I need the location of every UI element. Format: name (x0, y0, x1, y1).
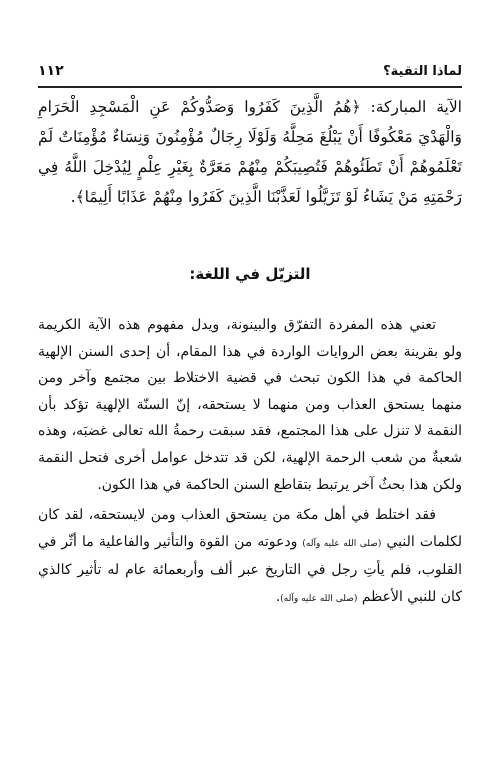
salawat-mark: (صلى الله عليه وآله) (302, 538, 382, 549)
paragraph-2-part-2: ودعوته من القوة والتأثير والفاعلية ما أثّر في القلوب، فلم يأتِ رجل في التاريخ عبر ألف وأربعمائة عام له تأثير كالذي كان للنبي الأعظم (38, 533, 462, 605)
paragraph-2-part-1: فقد اختلط في أهل مكة من يستحق العذاب ومن لايستحقه، لقد كان لكلمات النبي (38, 507, 462, 550)
page-number: ١١٢ (38, 63, 64, 79)
quranic-verse: الآية المباركة: ﴿هُمُ الَّذِينَ كَفَرُوا وَصَدُّوكُمْ عَنِ الْمَسْجِدِ الْحَرَامِ وَالْهَدْيَ مَعْكُوفًا أَنْ يَبْلُغَ مَحِلَّهُ وَلَوْلَا رِجَالٌ مُؤْمِنُونَ وَنِسَاءٌ مُؤْمِنَاتٌ لَمْ تَعْلَمُوهُمْ أَنْ تَطَئُوهُمْ فَتُصِيبَكُمْ مِنْهُمْ مَعَرَّةٌ بِغَيْرِ عِلْمٍ لِيُدْخِلَ اللَّهُ فِي رَحْمَتِهِ مَنْ يَشَاءُ لَوْ تَزَيَّلُوا لَعَذَّبْنَا الَّذِينَ كَفَرُوا مِنْهُمْ عَذَابًا أَلِيمًا﴾. (38, 98, 462, 206)
header-divider (38, 86, 462, 88)
section-heading: التزيّل في اللغة: (189, 265, 311, 283)
body-text (38, 312, 462, 617)
page-header (38, 58, 462, 84)
paragraph-2 (38, 502, 462, 612)
paragraph-1: تعني هذه المفردة التفرّق والبينونة، ويدل مفهوم هذه الآية الكريمة ولو بقرينة بعض الروايات الواردة في هذا المقام، أن إحدى السنن الإلهية الحاكمة في هذا الكون تبحث في قضية الاختلاط بين مجتمع وآخر ومن منهما يستحق العذاب ومن منهما لا يستحقه، إنّ السنّة الإلهية تؤكد بأن النقمة لا تنزل على هذا المجتمع، فقد سبقت رحمةُ الله تعالى غضبَه، وهذه شعبةٌ من شعب الرحمة الإلهية، لكن قد تتدخل عوامل أخرى فتحل النقمة ولكن هذا بحثٌ آخر يرتبط بتقاطع السنن الحاكمة في هذا الكون. (38, 317, 462, 493)
salawat-mark: (صلى الله عليه وآله) (280, 593, 358, 604)
paragraph-2-end: . (275, 588, 281, 605)
running-title: لماذا التقية؟ (383, 63, 462, 79)
